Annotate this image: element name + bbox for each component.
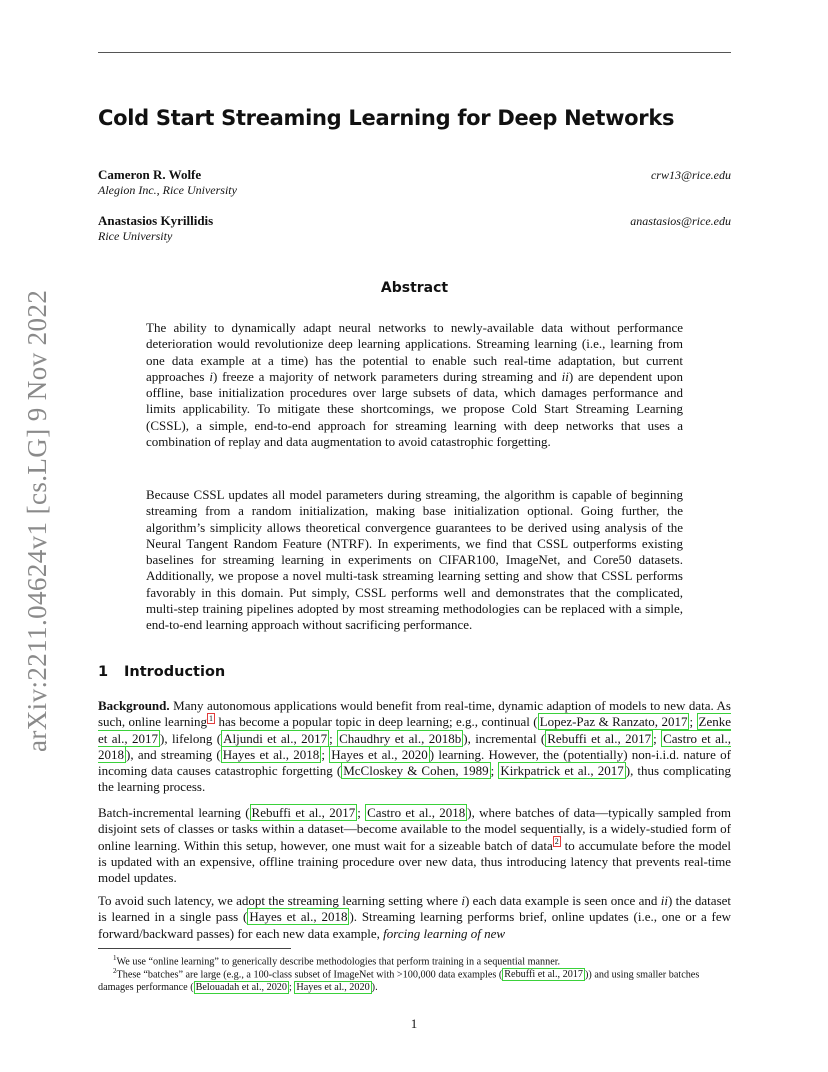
- author-name-2: Anastasios Kyrillidis: [98, 213, 214, 228]
- author-affiliation-2: Rice University: [98, 229, 173, 243]
- citation-link[interactable]: Castro et al., 2018: [98, 730, 732, 762]
- citation-link[interactable]: Rebuffi et al., 2017: [504, 969, 583, 981]
- footnote-ref-2[interactable]: 2: [554, 837, 559, 847]
- abstract-paragraph-1: The ability to dynamically adapt neural networks to newly-available data without performance deterioration would revolutionize deep learning applications. Streaming learning (i.e., learning from one data example at a time) has the potential to enable such real-time adaptation, but current approaches i) freeze a majority of network parameters during streaming and ii) are dependent upon offline, base initialization procedures over large subsets of data, which damages performance and limits applicability. To mitigate these shortcomings, we propose Cold Start Streaming Learning (CSSL), a simple, end-to-end approach for streaming learning with deep networks that uses a combination of replay and data augmentation to avoid catastrophic forgetting.: [146, 320, 684, 450]
- intro-paragraph-2: Batch-incremental learning ( Rebuffi et al., 2017 ; Castro et al., 2018 ), where batches of data—typically sampled from disjoint sets of classes or tasks within a dataset—become available to the model sequentially, is a widely-studied form of online learning. Within this setup, however, one must wait for a sizeable batch of data $^2$ to accumulate before the model is updated with an expensive, offline training procedure over new data, thus introducing latency that prevents real-time model updates.: [98, 805, 731, 886]
- citation-link[interactable]: McCloskey & Cohen, 1989: [343, 763, 489, 779]
- author-email-2[interactable]: anastasios@rice.edu: [630, 214, 731, 228]
- citation-link[interactable]: Hayes et al., 2020: [296, 982, 370, 994]
- abstract-paragraph-2: Because CSSL updates all model parameters during streaming, the algorithm is capable of beginning streaming from a random initialization, making base initialization optional. Going further, the algorithm’s simplicity allows theoretical convergence guarantees to be derived using analysis of the Neural Tangent Random Feature (NTRF). In experiments, we find that CSSL outperforms existing baselines for streaming learning in experiments on CIFAR100, ImageNet, and Core50 datasets. Additionally, we propose a novel multi-task streaming learning setting and show that CSSL performs favorably in this domain. Put simply, CSSL performs well and demonstrates that the complicated, multi-step training pipelines adopted by most streaming methodologies can be replaced with a simple, end-to-end learning approach without sacrificing performance.: [146, 487, 683, 633]
- section-heading: 1 Introduction: [98, 664, 226, 680]
- intro-paragraph-1: Background. Many autonomous applications would benefit from real-time, dynamic adaption of models to new data. As such, online learning $^1$ has become a popular topic in deep learning; e.g., continual ( Lopez-Paz & Ranzato, 2017 ; Zenke et al., 2017 ), lifelong ( Aljundi et al., 2017 ; Chaudhry et al., 2018b ), incremental ( Rebuffi et al., 2017 ; Castro et al., 2018 ), and streaming ( Hayes et al., 2018 ; Hayes et al., 2020 ) learning. However, the (potentially) non-i.i.d. nature of incoming data causes catastrophic forgetting ( McCloskey & Cohen, 1989 ; Kirkpatrick et al., 2017 ), thus complicating the learning process.: [98, 698, 732, 795]
- abstract-heading: Abstract: [380, 280, 449, 296]
- intro-paragraph-3: To avoid such latency, we adopt the streaming learning setting where i) each data example is seen once and ii) the dataset is learned in a single pass ( Hayes et al., 2018 ). Streaming learning performs brief, online updates (i.e., one or a few forward/backward passes) for each new data example, forcing learning of new: [98, 893, 732, 941]
- citation-link[interactable]: Hayes et al., 2018: [249, 909, 348, 925]
- citation-link[interactable]: Kirkpatrick et al., 2017: [500, 763, 624, 779]
- citation-link[interactable]: Rebuffi et al., 2017: [547, 730, 652, 746]
- citation-link[interactable]: Hayes et al., 2020: [331, 746, 428, 762]
- footnote-1: $^1$We use “online learning” to generically describe methodologies that perform training in a sequential manner.: [113, 954, 561, 968]
- footnote-rule: [98, 948, 291, 949]
- citation-link[interactable]: Zenke et al., 2017: [98, 714, 731, 746]
- citation-link[interactable]: Castro et al., 2018: [367, 805, 466, 820]
- citation-link[interactable]: Rebuffi et al., 2017: [251, 805, 356, 820]
- author-email-1[interactable]: crw13@rice.edu: [650, 168, 731, 182]
- footnote-2: $^2$These “batches” are large (e.g., a 100-class subset of ImageNet with >100,000 data examples ( Rebuffi et al., 2017 )) and using smaller batches damages performance ( Belouadah et al., 2020 ; Hayes et al., 2020 ).: [98, 967, 700, 994]
- paper-title: Cold Start Streaming Learning for Deep Networks: [98, 106, 675, 130]
- page-number: 1: [410, 1016, 418, 1031]
- citation-link[interactable]: Lopez-Paz & Ranzato, 2017: [539, 714, 688, 730]
- footnote-ref-1[interactable]: 1: [209, 713, 214, 723]
- top-rule: [98, 52, 731, 53]
- arxiv-side-identifier: arXiv:2211.04624v1 [cs.LG] 9 Nov 2022: [22, 289, 52, 752]
- author-affiliation-1: Alegion Inc., Rice University: [98, 183, 237, 197]
- citation-link[interactable]: Belouadah et al., 2020: [195, 982, 287, 994]
- citation-link[interactable]: Hayes et al., 2018: [222, 746, 320, 762]
- author-name-1: Cameron R. Wolfe: [98, 167, 202, 182]
- citation-link[interactable]: Chaudhry et al., 2018b: [339, 730, 462, 746]
- citation-link[interactable]: Aljundi et al., 2017: [223, 730, 328, 746]
